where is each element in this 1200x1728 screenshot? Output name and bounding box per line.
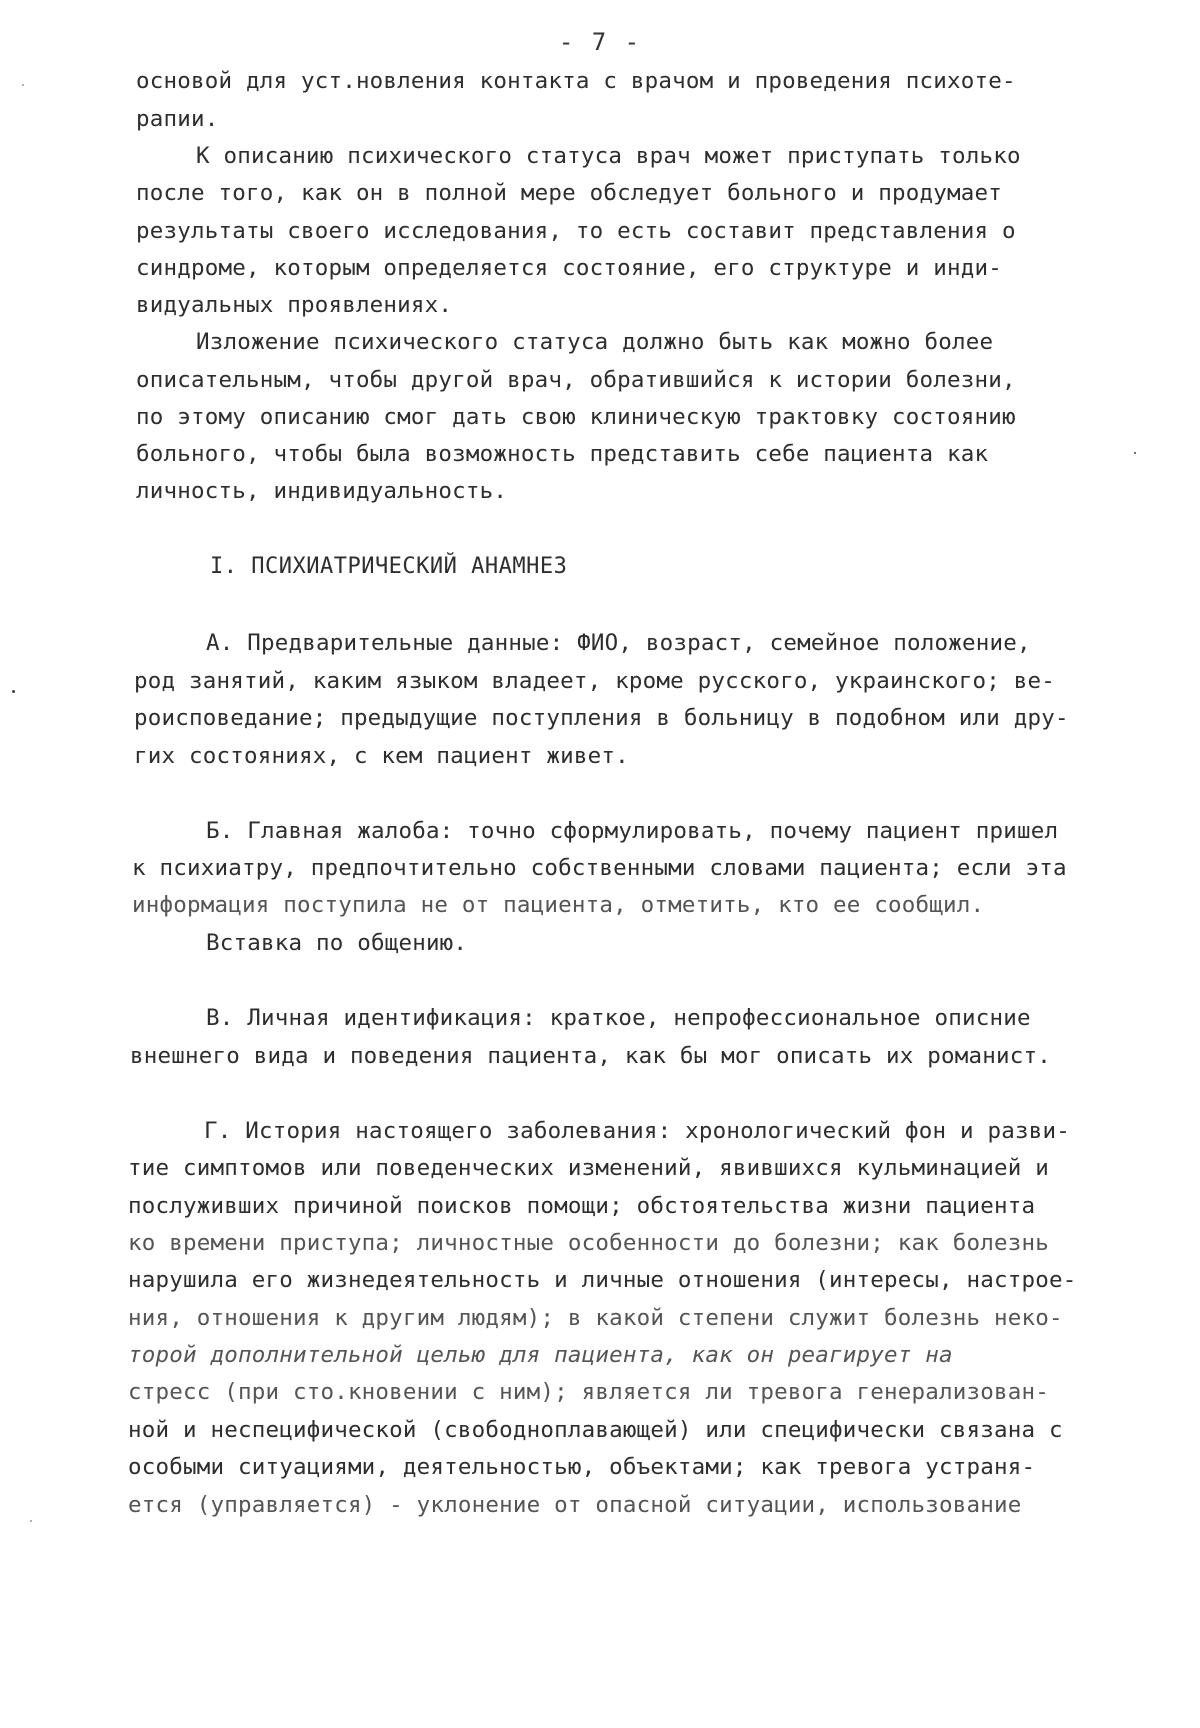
text-line: после того, как он в полной мере обследует больного и продумает: [136, 180, 1003, 206]
text-line: ной и неспецифической (свободноплавающей) или специфически связана с: [128, 1417, 1063, 1443]
text-line: стресс (при сто.кновении с ним); является ли тревога генерализован-: [128, 1379, 1049, 1405]
section-heading: I. ПСИХИАТРИЧЕСКИЙ АНАМНЕЗ: [210, 554, 568, 579]
scan-speck: [12, 690, 15, 693]
text-line: роисповедание; предыдущие поступления в больницу в подобном или дру-: [134, 705, 1069, 731]
text-line: больного, чтобы была возможность представить себе пациента как: [136, 441, 989, 467]
text-line: личность, индивидуальность.: [136, 478, 508, 504]
text-line: к психиатру, предпочтительно собственными словами пациента; если эта: [132, 855, 1067, 881]
text-line: описательным, чтобы другой врач, обратившийся к истории болезни,: [136, 367, 1016, 393]
text-line: гих состояниях, с кем пациент живет.: [134, 743, 629, 769]
text-line: К описанию психического статуса врач может приступать только: [196, 143, 1021, 169]
text-line: результаты своего исследования, то есть составит представления о: [136, 218, 1016, 244]
text-line: А. Предварительные данные: ФИО, возраст, семейное положение,: [206, 630, 1031, 656]
text-line: синдроме, которым определяется состояние, его структуре и инди-: [136, 255, 1003, 281]
text-line: Вставка по общению.: [206, 930, 468, 956]
text-line: Б. Главная жалоба: точно сформулировать, почему пациент пришел: [206, 818, 1059, 844]
text-line: Г. История настоящего заболевания: хронологический фон и разви-: [204, 1118, 1071, 1144]
scan-speck: [22, 84, 24, 86]
text-line: род занятий, каким языком владеет, кроме русского, украинского; ве-: [134, 668, 1055, 694]
text-line: основой для уст.новления контакта с врачом и проведения психоте-: [136, 68, 1016, 94]
text-line: послуживших причиной поисков помощи; обстоятельства жизни пациента: [128, 1193, 1036, 1219]
text-line: Изложение психического статуса должно быть как можно более: [196, 329, 994, 355]
scan-speck: [30, 1520, 32, 1522]
text-line: особыми ситуациями, деятельностью, объектами; как тревога устраня-: [128, 1454, 1036, 1480]
text-line: тие симптомов или поведенческих изменений, явившихся кульминацией и: [128, 1155, 1049, 1181]
text-line: ко времени приступа; личностные особенности до болезни; как болезнь: [128, 1230, 1049, 1256]
text-line: рапии.: [136, 106, 219, 132]
text-line: ния, отношения к другим людям); в какой степени служит болезнь неко-: [128, 1305, 1063, 1331]
text-line: ется (управляется) - уклонение от опасной ситуации, использование: [128, 1492, 1022, 1518]
text-line: видуальных проявлениях.: [136, 292, 453, 318]
text-line: внешнего вида и поведения пациента, как бы мог описать их романист.: [130, 1043, 1051, 1069]
text-line: по этому описанию смог дать свою клиническую трактовку состоянию: [136, 404, 1016, 430]
text-line: информация поступила не от пациента, отметить, кто ее сообщил.: [132, 892, 985, 918]
scan-speck: [1134, 452, 1136, 454]
text-line: нарушила его жизнедеятельность и личные отношения (интересы, настрое-: [128, 1267, 1077, 1293]
text-line: торой дополнительной целью для пациента, как он реагирует на: [128, 1342, 953, 1368]
text-line: В. Личная идентификация: краткое, непрофессиональное описние: [206, 1005, 1031, 1031]
page-number: - 7 -: [558, 28, 642, 56]
